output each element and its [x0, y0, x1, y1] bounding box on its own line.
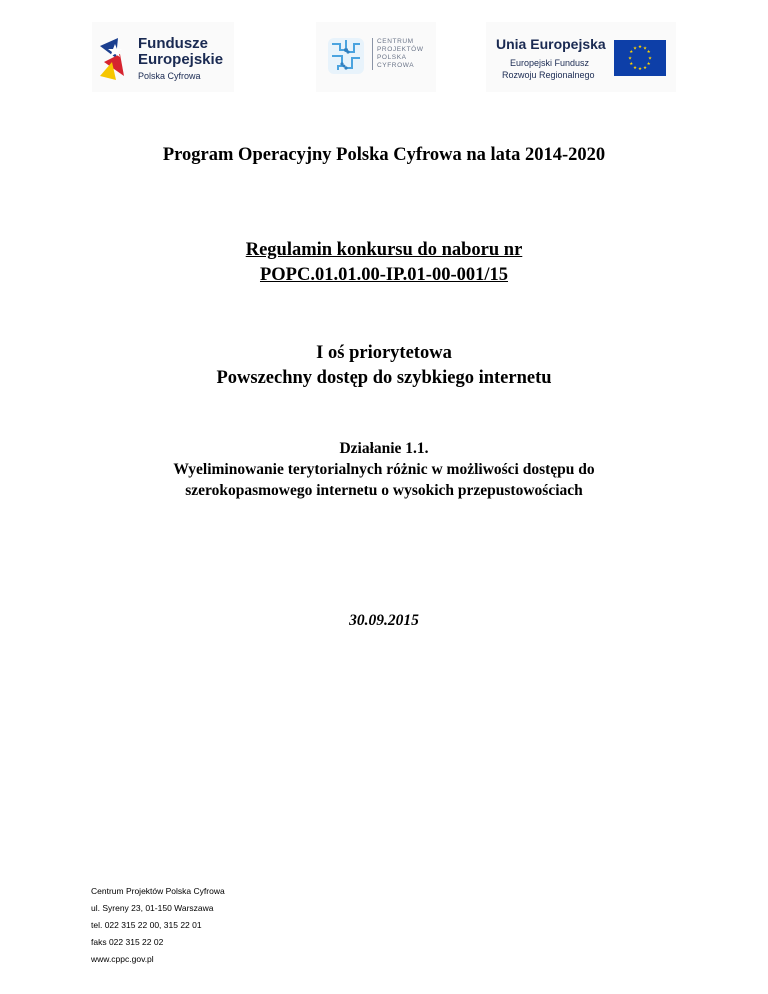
fundusze-line2: Europejskie: [138, 51, 224, 68]
priority-axis-heading: [0, 341, 768, 391]
svg-text:★: ★: [627, 56, 633, 62]
footer-fax: faks 022 315 22 02: [91, 937, 164, 947]
footer-contact: [91, 883, 225, 968]
unia-europejska-logo: [486, 22, 676, 92]
ue-line3: Rozwoju Regionalnego: [502, 70, 595, 80]
ue-title: Unia Europejska: [496, 36, 606, 52]
svg-text:★: ★: [642, 46, 648, 52]
footer-website: www.cppc.gov.pl: [91, 954, 154, 964]
svg-text:★: ★: [646, 62, 651, 67]
ue-line2: Europejski Fundusz: [510, 58, 590, 68]
cppc-circuit-icon: [324, 34, 368, 78]
svg-text:★: ★: [629, 50, 634, 55]
svg-text:★: ★: [632, 46, 638, 52]
measure-title-line1: Wyeliminowanie terytorialnych różnic w możliwości dostępu do: [173, 461, 595, 478]
cppc-line: CYFROWA: [377, 62, 415, 69]
svg-text:★: ★: [647, 56, 653, 62]
svg-text:★: ★: [632, 65, 638, 71]
logo-strip: [0, 22, 768, 94]
footer-phone: tel. 022 315 22 00, 315 22 01: [91, 920, 202, 930]
cppc-line: CENTRUM: [377, 38, 414, 45]
program-title: Program Operacyjny Polska Cyfrowa na lata 2014-2020: [162, 145, 606, 165]
regulamin-number: POPC.01.01.00-IP.01-00-001/15: [259, 265, 509, 285]
svg-text:★: ★: [646, 50, 651, 55]
regulamin-line1: Regulamin konkursu do naboru nr: [245, 240, 523, 260]
svg-text:★: ★: [629, 62, 634, 67]
priority-axis-title: Powszechny dostęp do szybkiego internetu: [216, 368, 552, 388]
cppc-logo-text: [372, 38, 424, 70]
cppc-line: PROJEKTÓW: [377, 46, 424, 53]
fundusze-line3: Polska Cyfrowa: [138, 71, 201, 81]
measure-number: Działanie 1.1.: [339, 440, 429, 457]
cppc-logo: [316, 22, 436, 92]
priority-axis-number: I oś priorytetowa: [316, 343, 452, 363]
footer-org: Centrum Projektów Polska Cyfrowa: [91, 886, 225, 896]
cppc-line: POLSKA: [377, 54, 407, 61]
svg-text:★: ★: [637, 45, 643, 50]
fundusze-europejskie-logo: [92, 22, 234, 92]
fundusze-europejskie-star-icon: [98, 32, 132, 82]
regulamin-heading: [0, 238, 768, 288]
footer-address: ul. Syreny 23, 01-150 Warszawa: [91, 903, 214, 913]
measure-title-line2: szerokopasmowego internetu o wysokich przepustowościach: [185, 482, 583, 499]
eu-flag-icon: [614, 40, 666, 76]
svg-text:★: ★: [637, 67, 643, 72]
document-date: 30.09.2015: [349, 612, 419, 629]
svg-text:★: ★: [642, 65, 648, 71]
measure-heading: [0, 438, 768, 501]
fundusze-line1: Fundusze: [138, 35, 208, 52]
